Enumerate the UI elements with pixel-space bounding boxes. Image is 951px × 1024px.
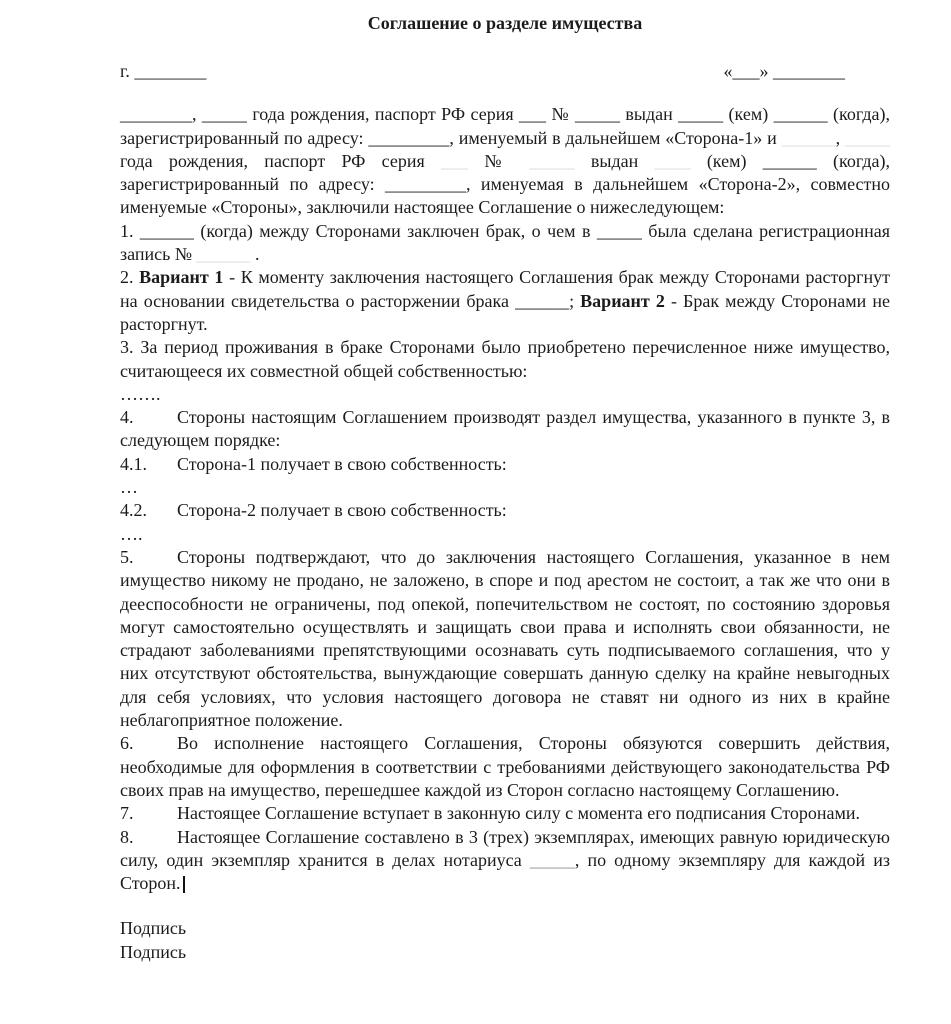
text-segment: …: [120, 477, 138, 498]
clause-number: 5.: [120, 546, 134, 567]
text-segment: №: [468, 150, 530, 171]
signature-line-1: Подпись: [120, 918, 187, 939]
clause-number: 4.1.: [120, 453, 147, 474]
form-blank: ______: [196, 244, 251, 265]
text-segment: Сторона-1 получает в свою собственность:: [177, 453, 507, 474]
clause-5-confirmations: [120, 546, 890, 732]
text-segment: Вариант 1: [139, 267, 224, 288]
city-date-row: [120, 60, 890, 83]
text-segment: - К моменту заключения настоящего Соглашения брак между Сторонами расторгнут на основании свидетельства о расторжении брака ______;: [120, 267, 890, 311]
form-blank: _____: [845, 127, 890, 148]
clause-number: 8.: [120, 826, 134, 847]
text-segment: (кем) ______ (когда), зарегистрированный по адресу: _________, именуемая в дальнейшем «Сторона-2», совместно именуемые «Стороны», заключили настоящее Соглашение о нижеследующем:: [120, 150, 890, 218]
clause-7-effective: [120, 802, 890, 825]
text-segment: Настоящее Соглашение составлено в 3 (трех) экземплярах, имеющих равную юридическую силу, один экземпляр хранится в делах нотариуса: [120, 826, 890, 870]
signature-line-2: Подпись: [120, 941, 187, 962]
text-segment: Вариант 2: [580, 290, 665, 311]
text-segment: ,: [835, 127, 845, 148]
text-segment: .: [250, 244, 260, 265]
form-blank: _____: [529, 150, 575, 171]
clause-2-variants: [120, 266, 890, 336]
clause-number: 6.: [120, 733, 134, 754]
form-blank: _____: [529, 849, 575, 870]
text-segment: - Брак между Сторонами не расторгнут.: [120, 290, 890, 334]
text-segment: …….: [120, 383, 161, 404]
text-segment: ….: [120, 523, 143, 544]
text-segment: 1. ______ (когда) между Сторонами заключен брак, о чем в _____ была сделана регистрационная запись №: [120, 220, 890, 265]
document-body: [120, 103, 890, 895]
date-month-blank: ________: [773, 61, 845, 81]
text-segment: , по одному экземпляру для каждой из Сторон.: [120, 849, 891, 894]
form-blank: ___: [441, 150, 469, 171]
dots-after-clause-3: [120, 383, 890, 406]
text-segment: Во исполнение настоящего Соглашения, Стороны обязуются совершить действия, необходимые для оформления в соответствии с требованиями действующего законодательства РФ своих прав на имущество, перешедшее каждой из Сторон согласно настоящему Соглашению.: [120, 733, 890, 800]
form-blank: ____: [654, 150, 691, 171]
dots-after-clause-4-1: [120, 476, 890, 499]
clause-4-2-party2: [120, 499, 890, 522]
clause-4-1-party1: [120, 453, 890, 476]
parties-intro-paragraph: [120, 103, 890, 219]
date-blank-line: [724, 60, 846, 83]
clause-number: 4.: [120, 407, 134, 428]
text-segment: Стороны подтверждают, что до заключения настоящего Соглашения, указанное в нем имущество никому не продано, не заложено, в споре и под арестом не состоит, а так же что они в дееспособности не ограничены, под опекой, попечительством не состоят, по состоянию здоровья могут самостоятельно осуществлять и защищать свои права и исполнять свои обязанности, не страдают заболеваниями препятствующими осознавать суть подписываемого соглашения, что у них отсутствуют обстоятельства, вынуждающие совершать данную сделку на крайне невыгодных для себя условиях, что условия настоящего договора не ставят ни одного из них в крайне неблагоприятное положение.: [120, 546, 890, 731]
clause-4-division: [120, 406, 890, 453]
clause-number: 4.2.: [120, 500, 147, 521]
text-segment: Настоящее Соглашение вступает в законную силу с момента его подписания Сторонами.: [177, 803, 861, 824]
signature-block: [120, 917, 890, 964]
clause-1-marriage: [120, 220, 890, 267]
text-cursor: [183, 876, 185, 893]
text-segment: года рождения, паспорт РФ серия: [120, 150, 442, 171]
dots-after-clause-4-2: [120, 523, 890, 546]
clause-8-copies: [120, 826, 890, 896]
text-segment: выдан: [574, 150, 655, 171]
text-segment: Сторона-2 получает в свою собственность:: [177, 500, 507, 521]
form-blank: ______: [781, 127, 836, 148]
clause-6-registration: [120, 732, 890, 802]
text-segment: 2.: [120, 267, 140, 288]
city-blank-line: г. ________: [120, 61, 207, 81]
text-segment: 3. За период проживания в браке Сторонами было приобретено перечисленное ниже имущество, считающееся их совместной общей собственностью:: [120, 337, 890, 381]
text-segment: ________, _____ года рождения, паспорт РФ серия ___ № _____ выдан _____ (кем) ______ (когда), зарегистрированный по адресу: _________, именуемый в дальнейшем «Сторона-1» и: [120, 104, 890, 148]
date-day-blank: «___»: [723, 61, 769, 81]
clause-number: 7.: [120, 803, 134, 824]
document-title: Соглашение о разделе имущества: [367, 13, 643, 33]
text-segment: Стороны настоящим Соглашением производят раздел имущества, указанного в пункте 3, в следующем порядке:: [120, 407, 890, 451]
clause-3-property: [120, 336, 890, 383]
